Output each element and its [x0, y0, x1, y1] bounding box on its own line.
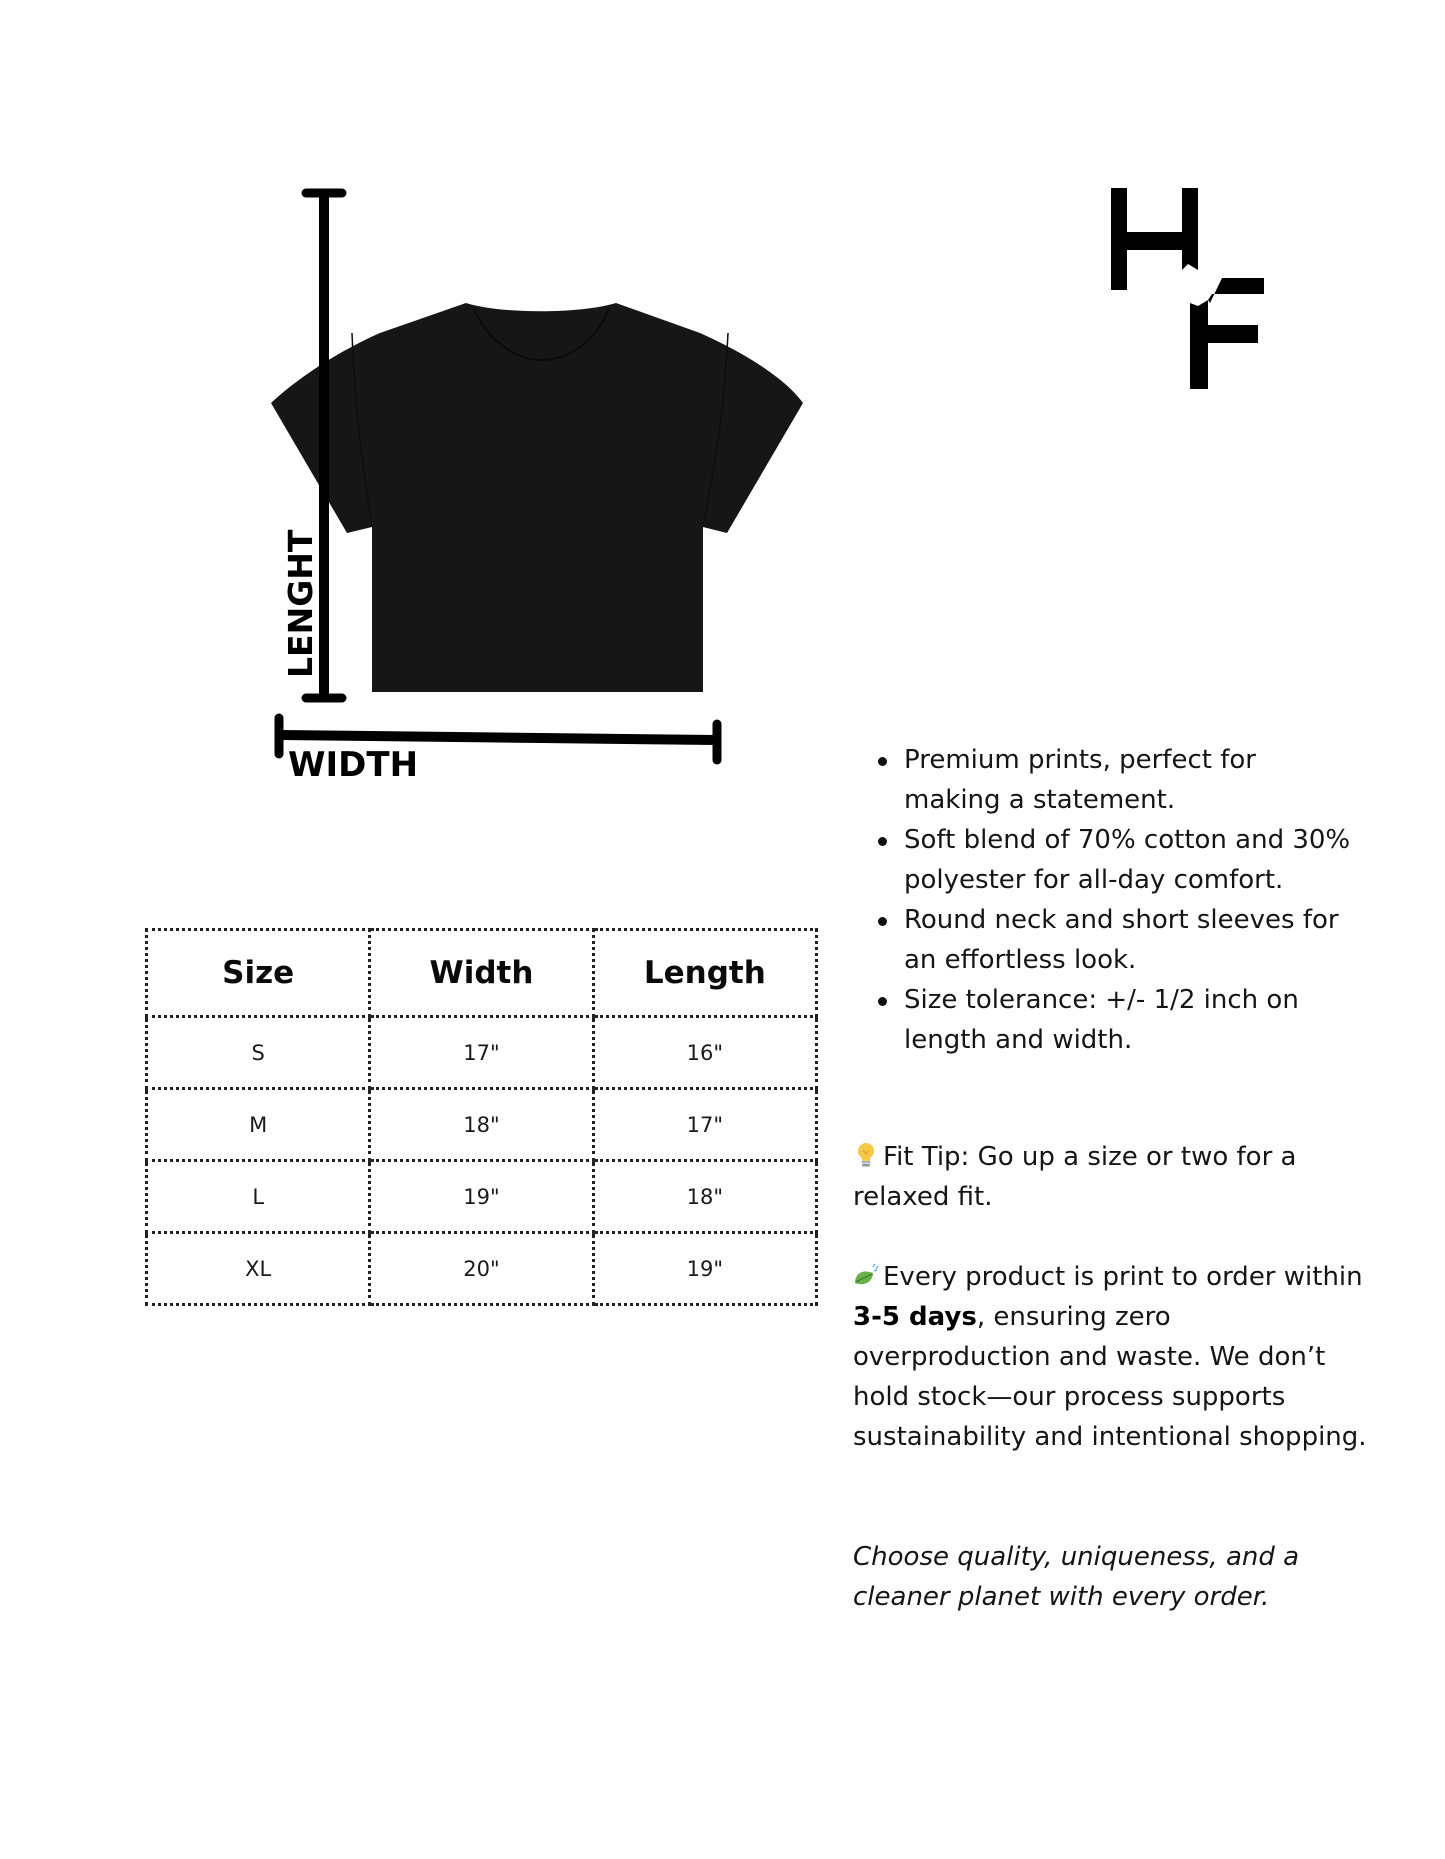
cell-size: XL [147, 1233, 370, 1305]
table-header-row [147, 930, 817, 1017]
feature-item: Round neck and short sleeves for an effortless look. [876, 900, 1356, 980]
sustainability-note [853, 1257, 1373, 1457]
feature-item: Size tolerance: +/- 1/2 inch on length and width. [876, 980, 1356, 1060]
header-length: Length [593, 930, 816, 1017]
fit-tip-text: Fit Tip: Go up a size or two for a relaxed fit. [853, 1142, 1297, 1212]
fit-tip [853, 1137, 1373, 1217]
header-size: Size [147, 930, 370, 1017]
table-row [147, 1017, 817, 1089]
cell-size: M [147, 1089, 370, 1161]
table-row [147, 1233, 817, 1305]
table-row [147, 1161, 817, 1233]
size-chart-table [145, 928, 818, 1306]
sustainability-text-start: Every product is print to order within [883, 1262, 1363, 1292]
cell-size: S [147, 1017, 370, 1089]
brand-logo-icon [1100, 180, 1280, 400]
cell-length: 18" [593, 1161, 816, 1233]
width-label: WIDTH [288, 745, 419, 785]
cell-width: 19" [370, 1161, 593, 1233]
feature-list [876, 740, 1356, 1060]
lightbulb-icon [853, 1141, 879, 1169]
cell-width: 17" [370, 1017, 593, 1089]
production-time: 3-5 days [853, 1302, 977, 1332]
sustainability-text-end: , ensuring zero overproduction and waste. We don’t hold stock—our process supports sustainability and intentional shopping. [853, 1302, 1367, 1452]
cell-width: 20" [370, 1233, 593, 1305]
tagline: Choose quality, uniqueness, and a cleaner planet with every order. [853, 1542, 1300, 1612]
tshirt-diagram [0, 0, 860, 820]
feature-item: Premium prints, perfect for making a statement. [876, 740, 1356, 820]
tshirt-icon [271, 303, 803, 692]
feature-item: Soft blend of 70% cotton and 30% polyester for all-day comfort. [876, 820, 1356, 900]
header-width: Width [370, 930, 593, 1017]
cell-size: L [147, 1161, 370, 1233]
length-label: LENGHT [281, 529, 320, 678]
table-row [147, 1089, 817, 1161]
cell-length: 19" [593, 1233, 816, 1305]
cell-length: 17" [593, 1089, 816, 1161]
cell-width: 18" [370, 1089, 593, 1161]
leaf-icon [853, 1261, 879, 1289]
cell-length: 16" [593, 1017, 816, 1089]
